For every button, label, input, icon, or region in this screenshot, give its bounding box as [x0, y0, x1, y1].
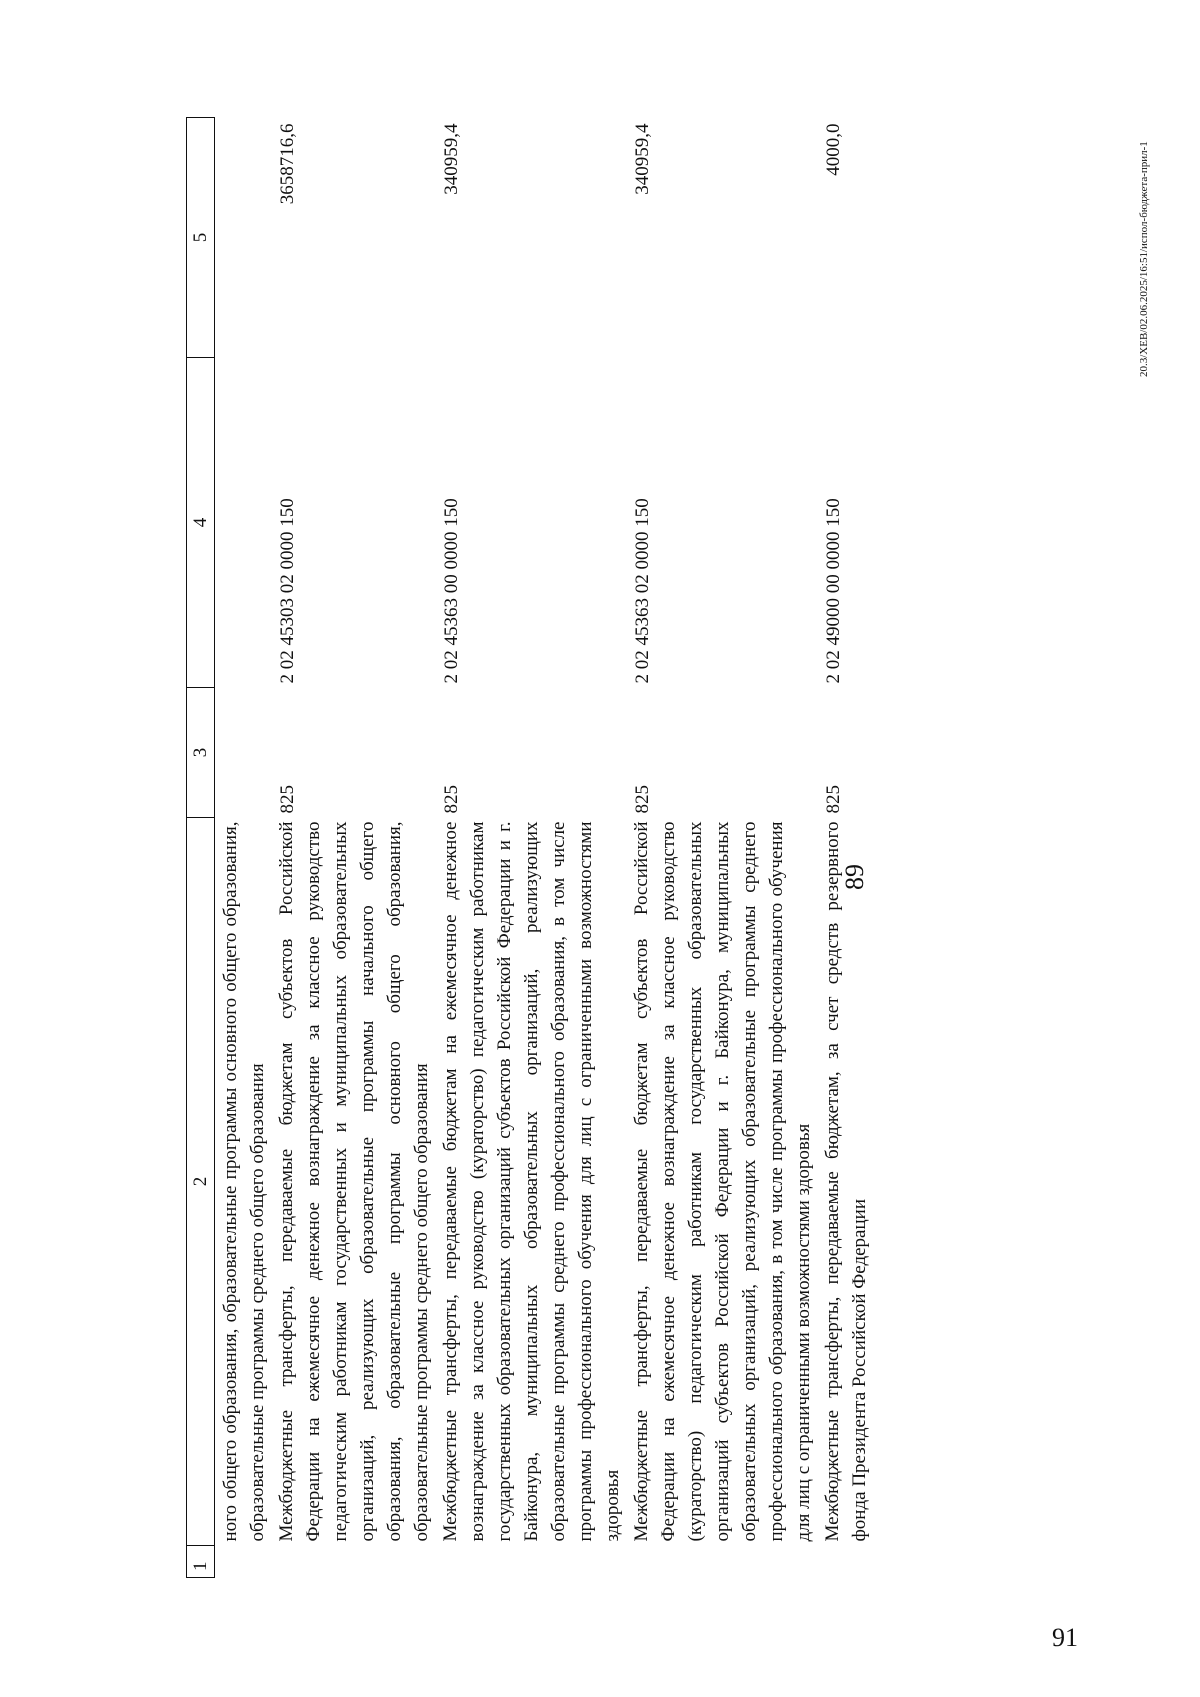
table-row [817, 118, 873, 1578]
row-description: Межбюджетные трансферты, передаваемые бюджетам субъектов Российской Федерации на ежемесячное денежное вознаграждение за классное руководство педагогическим работникам государственных и муниципальных образовательных организаций, реализующих образовательные программы начального общего образования, образовательные программы основного общего образования, образовательные программы среднего общего образования [276, 821, 432, 1542]
row-col1 [435, 1546, 626, 1578]
row-admin-code: 825 [441, 785, 462, 814]
row-amount: 4000,0 [823, 123, 844, 176]
table-row [271, 118, 435, 1578]
header-col-5: 5 [187, 118, 215, 358]
header-row [187, 118, 215, 1578]
page-number: 89 [840, 864, 869, 890]
table-row [215, 118, 272, 1578]
row-amount: 340959,4 [441, 123, 462, 195]
row-admin-code: 825 [823, 785, 844, 814]
row-amount [215, 118, 272, 358]
row-col1 [271, 1546, 435, 1578]
sheet-number: 91 [1052, 1623, 1078, 1652]
row-admin-code: 825 [277, 785, 298, 814]
header-col-2: 2 [187, 818, 215, 1546]
footer-stamp: 20.3/ХЕВ/02.06.2025/16:51/испол-бюджета-прил-1 [1138, 141, 1150, 377]
row-admin-code [215, 688, 272, 818]
row-kbk-code: 2 02 49000 00 0000 150 [823, 498, 844, 684]
header-col-1: 1 [187, 1546, 215, 1578]
row-col1 [817, 1546, 873, 1578]
row-description: Межбюджетные трансферты, передаваемые бюджетам субъектов Российской Федерации на ежемесячное денежное вознаграждение за классное руководство (кураторство) педагогическим работникам государственных образовательных организаций субъектов Российской Федерации и г. Байконура, муниципальных образовательных организаций, реализующих образовательные программы среднего профессионального образования, в том числе программы профессионального обучения для лиц с ограниченными возможностями здоровья [631, 821, 814, 1542]
row-kbk-code: 2 02 45363 02 0000 150 [632, 498, 653, 684]
row-amount: 3658716,6 [277, 123, 298, 205]
header-col-3: 3 [187, 688, 215, 818]
row-col1 [626, 1546, 817, 1578]
row-admin-code: 825 [632, 785, 653, 814]
table-row [626, 118, 817, 1578]
budget-table [186, 117, 873, 1578]
row-kbk-code [215, 358, 272, 688]
row-description: Межбюджетные трансферты, передаваемые бюджетам, за счет средств резервного фонда Президента Российской Федерации [822, 821, 870, 1542]
row-description: ного общего образования, образовательные программы основного общего образования, образовательные программы среднего общего образования [220, 821, 268, 1542]
table-row [435, 118, 626, 1578]
row-kbk-code: 2 02 45303 02 0000 150 [277, 498, 298, 684]
row-amount: 340959,4 [632, 123, 653, 195]
row-col1 [215, 1546, 272, 1578]
row-kbk-code: 2 02 45363 00 0000 150 [441, 498, 462, 684]
row-description: Межбюджетные трансферты, передаваемые бюджетам на ежемесячное денежное вознаграждение за классное руководство (кураторство) педагогическим работникам государственных образовательных организаций субъектов Российской Федерации и г. Байконура, муниципальных образовательных организаций, реализующих образовательные программы среднего профессионального образования, в том числе программы профессионального обучения для лиц с ограниченными возможностями здоровья [440, 821, 623, 1542]
header-col-4: 4 [187, 358, 215, 688]
